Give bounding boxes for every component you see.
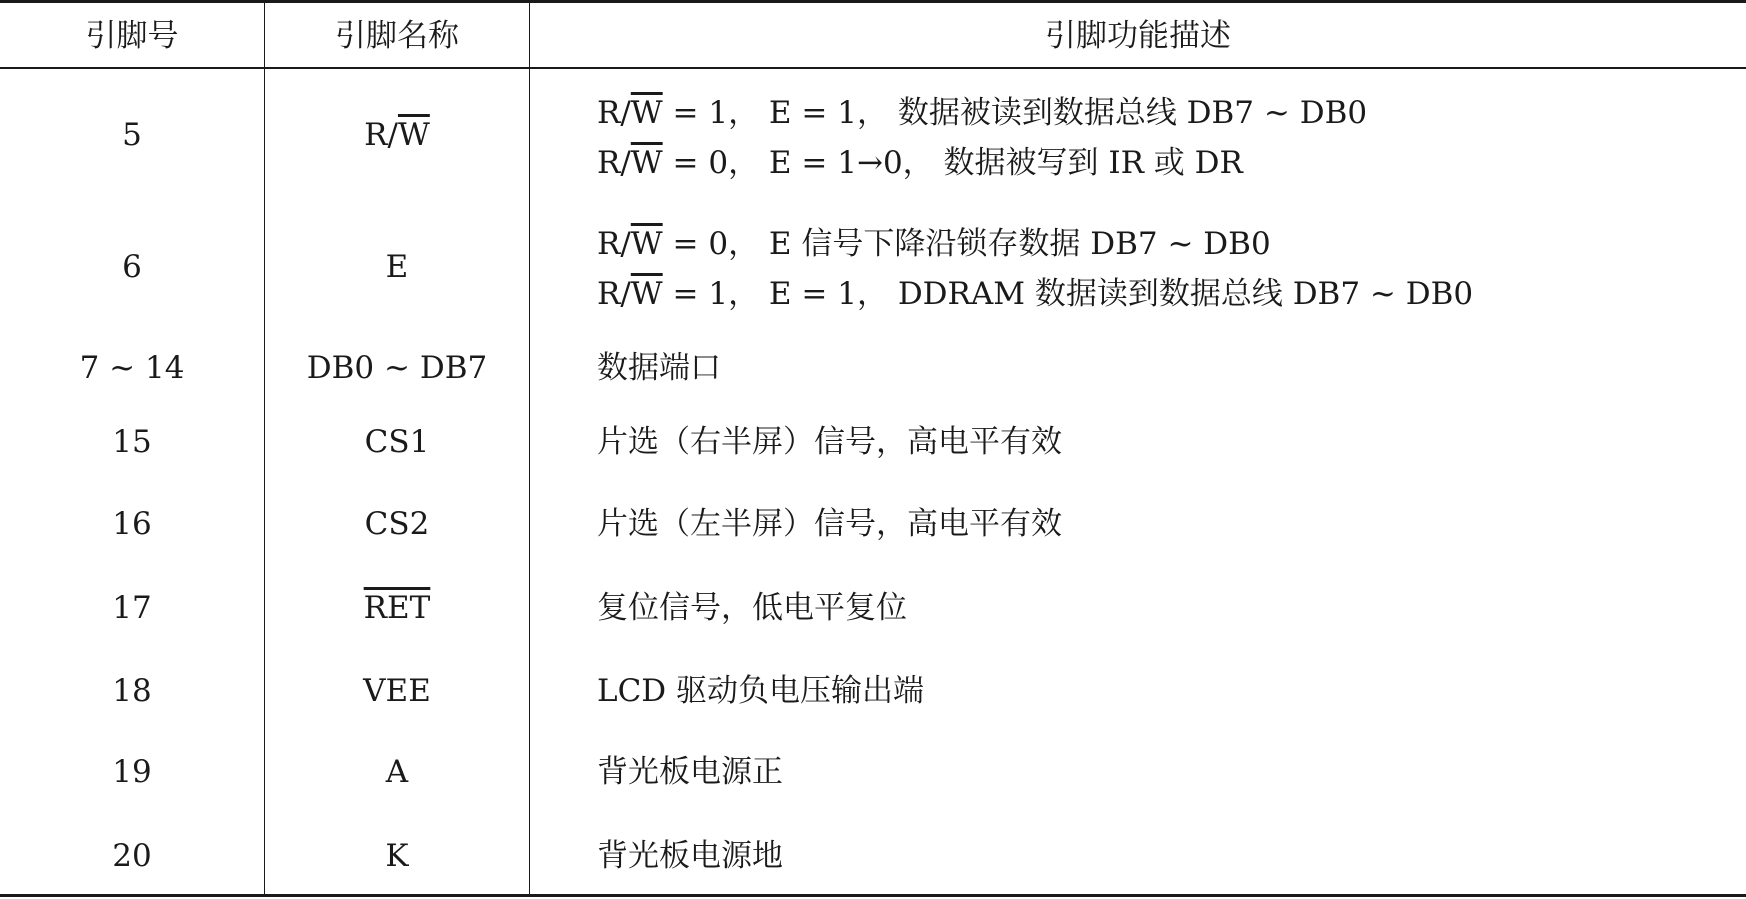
table-top-rule (0, 0, 1746, 3)
pin-no: 17 (112, 590, 152, 626)
desc-overline: $\overline{W}$ (630, 145, 663, 181)
desc-part: = 0， E = 1→0， 数据被写到 IR 或 DR (662, 145, 1243, 181)
pin-no: 19 (112, 754, 152, 790)
desc-part: = 1， E = 1， DDRAM 数据读到数据总线 DB7 ~ DB0 (662, 276, 1474, 312)
pin-desc: 片选（左半屏）信号，高电平有效 (597, 506, 1062, 542)
pin-name-part: R/ (364, 117, 398, 153)
pin-no: 15 (112, 424, 152, 460)
pin-name (265, 588, 529, 628)
pin-desc (597, 88, 1737, 188)
desc-line (597, 269, 1737, 319)
desc-part: R/ (597, 226, 631, 262)
desc-part: R/ (597, 95, 631, 131)
pin-desc: 数据端口 (597, 350, 721, 386)
pin-no: 20 (112, 838, 152, 874)
header-pin-name: 引脚名称 (335, 18, 459, 54)
desc-line (597, 138, 1737, 188)
pin-name-overline: $\overline{RET}$ (363, 590, 431, 626)
pin-no: 18 (112, 673, 152, 709)
pin-no: 5 (122, 117, 142, 153)
desc-line (597, 219, 1737, 269)
desc-line (597, 88, 1737, 138)
pin-name: E (385, 249, 409, 285)
desc-overline: $\overline{W}$ (630, 226, 663, 262)
pin-desc: 片选（右半屏）信号，高电平有效 (597, 424, 1062, 460)
desc-part: R/ (597, 145, 631, 181)
pin-name (265, 115, 529, 155)
pin-no: 16 (112, 506, 152, 542)
table-header-rule (0, 67, 1746, 69)
pin-name: VEE (363, 673, 431, 709)
pin-name: DB0 ~ DB7 (306, 350, 488, 386)
desc-overline: $\overline{W}$ (630, 95, 663, 131)
pin-desc: LCD 驱动负电压输出端 (597, 673, 925, 709)
pin-no: 7 ~ 14 (79, 350, 185, 386)
header-pin-desc: 引脚功能描述 (1045, 18, 1231, 54)
pin-name: A (385, 754, 409, 790)
pin-name: CS2 (364, 506, 430, 542)
desc-part: = 1， E = 1， 数据被读到数据总线 DB7 ~ DB0 (662, 95, 1368, 131)
pin-desc: 复位信号，低电平复位 (597, 590, 907, 626)
pin-desc: 背光板电源正 (597, 754, 783, 790)
pin-desc: 背光板电源地 (597, 838, 783, 874)
table-bottom-rule (0, 894, 1746, 897)
pin-name-overline: $\overline{W}$ (397, 117, 430, 153)
pin-no: 6 (122, 249, 142, 285)
column-divider (529, 0, 530, 897)
desc-part: R/ (597, 276, 631, 312)
pin-desc (597, 219, 1737, 319)
header-pin-no: 引脚号 (85, 18, 179, 54)
desc-part: = 0， E 信号下降沿锁存数据 DB7 ~ DB0 (662, 226, 1271, 262)
pin-name: CS1 (364, 424, 430, 460)
desc-overline: $\overline{W}$ (630, 276, 663, 312)
pin-name: K (385, 838, 409, 874)
